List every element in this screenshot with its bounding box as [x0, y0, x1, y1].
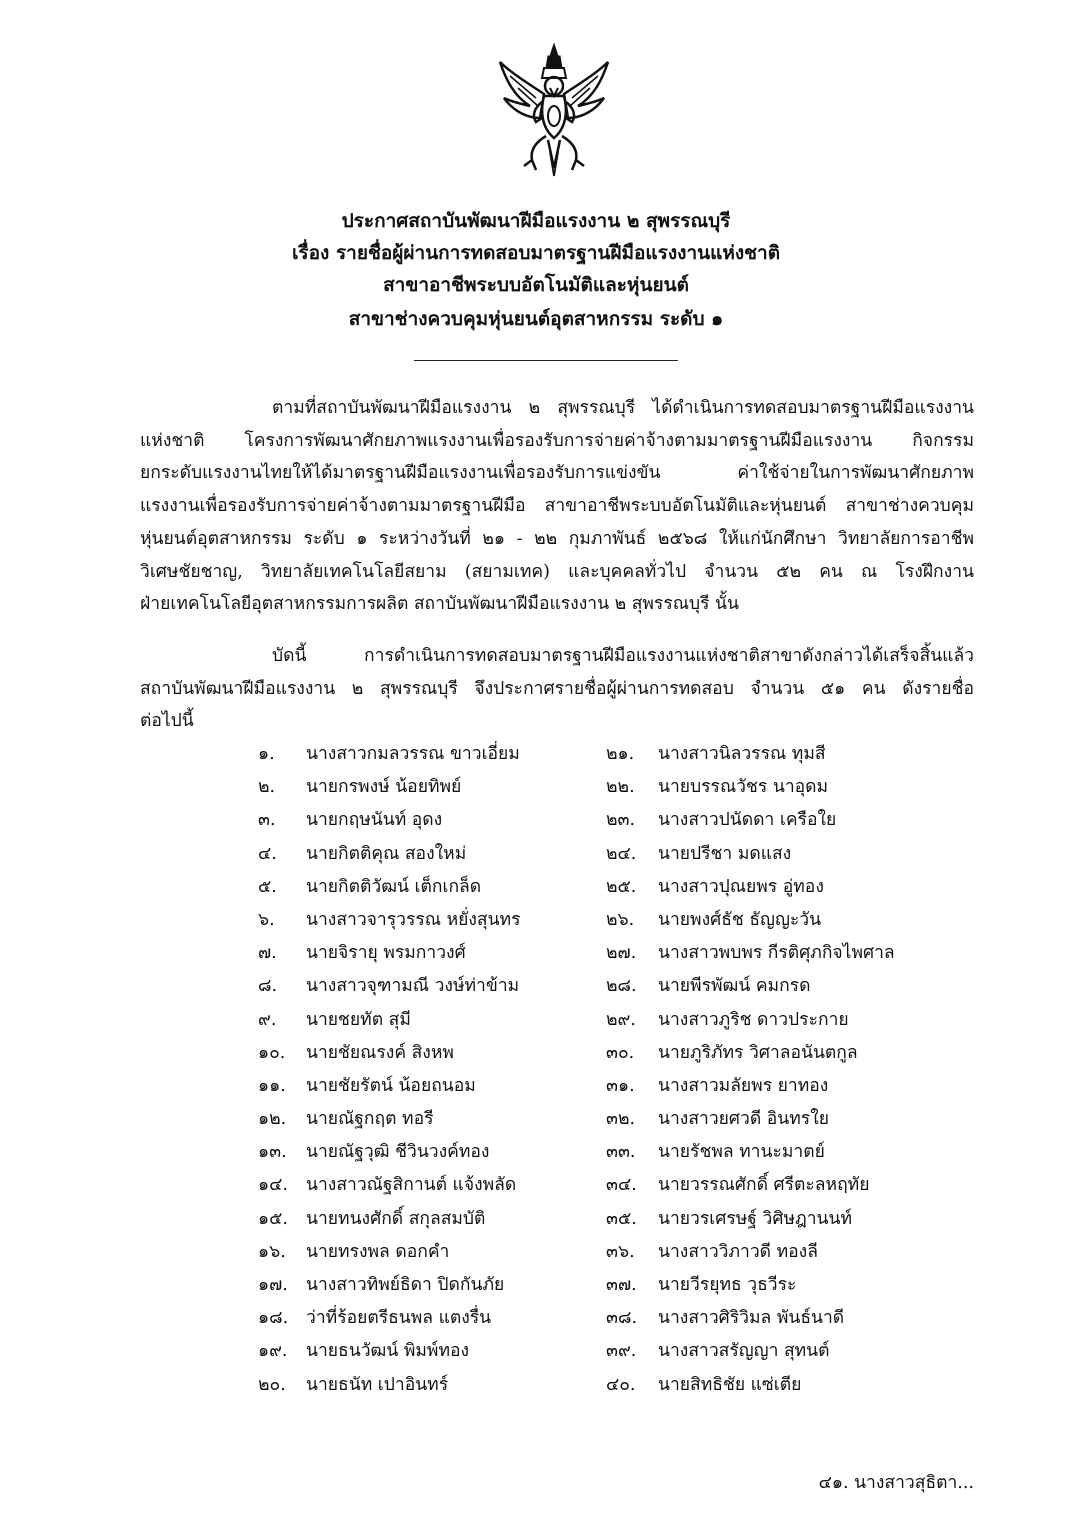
list-item [606, 1335, 936, 1368]
list-item [258, 838, 558, 871]
list-item [258, 1070, 558, 1103]
list-item [606, 937, 936, 970]
list-item-number: ๑๔. [258, 1175, 288, 1196]
paragraph-1-line: ฝ่ายเทคโนโลยีอุตสาหกรรมการผลิต สถาบันพัฒนาฝีมือแรงงาน ๒ สุพรรณบุรี นั้น [140, 594, 739, 615]
list-item-number: ๗. [258, 943, 277, 964]
list-item [606, 904, 936, 937]
list-item-number: ๑๙. [258, 1341, 288, 1362]
list-item [606, 1037, 936, 1070]
list-item-name: นางสาวมลัยพร ยาทอง [658, 1075, 829, 1096]
list-item-number: ๑๘. [258, 1308, 289, 1329]
list-item-number: ๒๓. [606, 810, 636, 831]
list-item-name: นายธนวัฒน์ พิมพ์ทอง [306, 1341, 470, 1362]
list-item-name: นางสาวจารุวรรณ หยั่งสุนทร [306, 909, 521, 930]
list-item-name: นางสาวปนัดดา เครือใย [658, 810, 837, 831]
list-item-number: ๒๐. [258, 1374, 286, 1395]
garuda-emblem-icon [496, 42, 612, 182]
list-item-name: นางสาวปุณยพร อู่ทอง [658, 876, 824, 897]
list-item [606, 1103, 936, 1136]
paragraph-2-line: บัดนี้ การดำเนินการทดสอบมาตรฐานฝีมือแรงงานแห่งชาติสาขาดังกล่าวได้เสร็จสิ้นแล้ว [272, 646, 974, 666]
list-item-number: ๒๔. [606, 843, 637, 864]
list-item-number: ๓๙. [606, 1341, 637, 1362]
list-item-name: นายกรพงษ์ น้อยทิพย์ [306, 777, 462, 798]
list-item [258, 1203, 558, 1236]
names-list-left [258, 738, 558, 1402]
list-item-name: นายวีรยุทธ วุธวีระ [658, 1275, 797, 1295]
list-item-number: ๒. [258, 777, 276, 798]
list-item-name: นายพงศ์ธัช ธัญญะวัน [658, 909, 822, 930]
list-item-name: นางสาวศิริวิมล พันธ์นาดี [658, 1308, 845, 1329]
list-item-name: นายณัฐวุฒิ ชีวินวงค์ทอง [306, 1142, 490, 1163]
list-item-name: นายทรงพล ดอกคำ [306, 1241, 450, 1262]
list-item-name: นางสาวสรัญญา สุทนต์ [658, 1341, 830, 1362]
list-item-name: นางสาวยศวดี อินทรใย [658, 1109, 829, 1130]
list-item-name: นางสาวณัฐสิกานต์ แจ้งพลัด [306, 1175, 517, 1196]
list-item-name: นายกิตติคุณ สองใหม่ [306, 843, 467, 864]
list-item-number: ๒๒. [606, 777, 635, 798]
paragraph-1-line: แห่งชาติ โครงการพัฒนาศักยภาพแรงงานเพื่อรองรับการจ่ายค่าจ้างตามมาตรฐานฝีมือแรงงาน กิจกรรม [140, 430, 974, 451]
list-item [606, 970, 936, 1003]
list-item [258, 1103, 558, 1136]
list-item-name: นายกฤษนันท์ อุดง [306, 810, 443, 831]
list-item-number: ๓๓. [606, 1142, 636, 1163]
list-item-number: ๓๐. [606, 1042, 635, 1063]
list-item-number: ๑๕. [258, 1208, 288, 1229]
list-item-name: นายชัยรัตน์ น้อยถนอม [306, 1075, 476, 1096]
list-item-name: นายชยทัต สุมี [306, 1009, 411, 1030]
list-item-name: นายบรรณวัชร นาอุดม [658, 777, 829, 798]
paragraph-1-line: ยกระดับแรงงานไทยให้ได้มาตรฐานฝีมือแรงงานเพื่อรองรับการแข่งขัน ค่าใช้จ่ายในการพัฒนาศักยภาพ [140, 463, 974, 484]
list-item-name: นางสาวทิพย์ธิดา ปิดกันภัย [306, 1275, 505, 1295]
list-item-name: นางสาววิภาวดี ทองลี [658, 1241, 818, 1262]
list-item [606, 1236, 936, 1269]
list-item-number: ๑. [258, 744, 275, 764]
list-item-name: นางสาวพบพร กีรติศุภกิจไพศาล [658, 943, 895, 964]
list-item-number: ๓๑. [606, 1075, 635, 1096]
list-item-name: นายณัฐกฤต ทอรี [306, 1109, 434, 1130]
paragraph-1-line: ตามที่สถาบันพัฒนาฝีมือแรงงาน ๒ สุพรรณบุรี ได้ดำเนินการทดสอบมาตรฐานฝีมือแรงงาน [272, 398, 974, 418]
list-item [258, 1302, 558, 1335]
continuation-text: ๔๑. นางสาวสุธิตา... [818, 1473, 974, 1493]
list-item-number: ๘. [258, 976, 278, 997]
list-item [258, 1236, 558, 1269]
list-item-number: ๑๑. [258, 1075, 286, 1096]
list-item [258, 738, 558, 771]
list-item [606, 871, 936, 904]
paragraph-2 [140, 640, 974, 738]
list-item-number: ๑๓. [258, 1142, 287, 1163]
list-item-name: นายพีรพัฒน์ คมกรด [658, 976, 811, 997]
paragraph-1-line: วิเศษชัยชาญ, วิทยาลัยเทคโนโลยีสยาม (สยามเทค) และบุคคลทั่วไป จำนวน ๕๒ คน ณ โรงฝึกงาน [140, 561, 974, 582]
heading-line-2: เรื่อง รายชื่อผู้ผ่านการทดสอบมาตรฐานฝีมือแรงงานแห่งชาติ [291, 242, 781, 264]
list-item-number: ๑๒. [258, 1109, 287, 1130]
list-item [258, 904, 558, 937]
list-item [258, 970, 558, 1003]
paragraph-1 [140, 392, 974, 621]
list-item-name: นายชัยณรงค์ สิงหพ [306, 1042, 454, 1063]
list-item [606, 1070, 936, 1103]
list-item [606, 771, 936, 804]
list-item-name: นายภูริภัทร วิศาลอนันตกูล [658, 1042, 858, 1063]
list-item-number: ๒๙. [606, 1009, 636, 1030]
paragraph-1-line: แรงงานเพื่อรองรับการจ่ายค่าจ้างตามมาตรฐานฝีมือ สาขาอาชีพระบบอัตโนมัติและหุ่นยนต์ สาขาช่างควบคุม [140, 496, 974, 517]
list-item [258, 937, 558, 970]
paragraph-1-line: หุ่นยนต์อุตสาหกรรม ระดับ ๑ ระหว่างวันที่ ๒๑ - ๒๒ กุมภาพันธ์ ๒๕๖๘ ให้แก่นักศึกษา วิทยาลัยการอาชีพ [140, 528, 974, 549]
list-item-name: นายปรีชา มดแสง [658, 843, 792, 864]
list-item [606, 1169, 936, 1202]
list-item-number: ๓๘. [606, 1308, 638, 1329]
list-item-number: ๑๖. [258, 1241, 286, 1262]
list-item-number: ๔๐. [606, 1374, 636, 1395]
list-item-name: นายทนงศักดิ์ สกุลสมบัติ [306, 1208, 486, 1229]
list-item-number: ๒๘. [606, 976, 637, 997]
heading-divider [414, 360, 678, 361]
list-item-name: นายธนัท เปาอินทร์ [306, 1374, 449, 1395]
list-item [606, 1136, 936, 1169]
list-item-number: ๒๗. [606, 943, 637, 964]
list-item [258, 1136, 558, 1169]
list-item-name: นางสาวจุฑามณี วงษ์ท่าข้าม [306, 976, 520, 997]
paragraph-2-line: สถาบันพัฒนาฝีมือแรงงาน ๒ สุพรรณบุรี จึงประกาศรายชื่อผู้ผ่านการทดสอบ จำนวน ๕๑ คน ดังรายชื่อ [140, 678, 974, 699]
list-item-name: นายวรรณศักดิ์ ศรีตะลหฤทัย [658, 1175, 870, 1196]
list-item-name: นายจิรายุ พรมกาวงศ์ [306, 943, 466, 964]
list-item [258, 871, 558, 904]
list-item-name: นายสิทธิชัย แซ่เตีย [658, 1374, 802, 1395]
list-item-number: ๒๖. [606, 909, 635, 930]
list-item-number: ๓๗. [606, 1275, 637, 1295]
list-item [606, 738, 936, 771]
list-item-number: ๒๕. [606, 876, 637, 897]
list-item [258, 1037, 558, 1070]
list-item [258, 771, 558, 804]
list-item-number: ๓๒. [606, 1109, 636, 1130]
list-item-number: ๙. [258, 1009, 277, 1030]
list-item [606, 838, 936, 871]
list-item-name: นายกิตติวัฒน์ เต็กเกล็ด [306, 876, 482, 897]
list-item [258, 1335, 558, 1368]
names-list-right [606, 738, 936, 1402]
list-item-number: ๑๗. [258, 1275, 288, 1295]
list-item-number: ๓. [258, 810, 276, 831]
list-item [606, 1004, 936, 1037]
list-item [606, 804, 936, 837]
list-item-name: นายวรเศรษฐ์ วิศิษฎานนท์ [658, 1208, 853, 1229]
heading-line-1: ประกาศสถาบันพัฒนาฝีมือแรงงาน ๒ สุพรรณบุรี [341, 210, 731, 232]
list-item-name: ว่าที่ร้อยตรีธนพล แตงรื่น [306, 1308, 492, 1329]
list-item [258, 1269, 558, 1302]
heading-line-4: สาขาช่างควบคุมหุ่นยนต์อุตสาหกรรม ระดับ ๑ [348, 308, 724, 330]
list-item-name: นางสาวนิลวรรณ ทุมสี [658, 744, 826, 764]
heading-line-3: สาขาอาชีพระบบอัตโนมัติและหุ่นยนต์ [383, 274, 689, 296]
list-item [606, 1302, 936, 1335]
list-item [606, 1203, 936, 1236]
list-item-number: ๓๔. [606, 1175, 637, 1196]
list-item [258, 1369, 558, 1402]
list-item-number: ๔. [258, 843, 277, 864]
list-item [258, 804, 558, 837]
list-item-number: ๓๕. [606, 1208, 637, 1229]
list-item-number: ๒๑. [606, 744, 635, 764]
list-item-name: นางสาวภูริช ดาวประกาย [658, 1009, 849, 1030]
list-item-number: ๓๖. [606, 1241, 635, 1262]
list-item [258, 1169, 558, 1202]
list-item [606, 1269, 936, 1302]
paragraph-2-line: ต่อไปนี้ [140, 711, 194, 732]
list-item [606, 1369, 936, 1402]
list-item [258, 1004, 558, 1037]
list-item-number: ๖. [258, 909, 275, 930]
list-item-name: นายรัชพล ทานะมาตย์ [658, 1142, 825, 1163]
list-item-name: นางสาวกมลวรรณ ขาวเอี่ยม [306, 744, 520, 764]
list-item-number: ๑๐. [258, 1042, 286, 1063]
list-item-number: ๕. [258, 876, 277, 897]
